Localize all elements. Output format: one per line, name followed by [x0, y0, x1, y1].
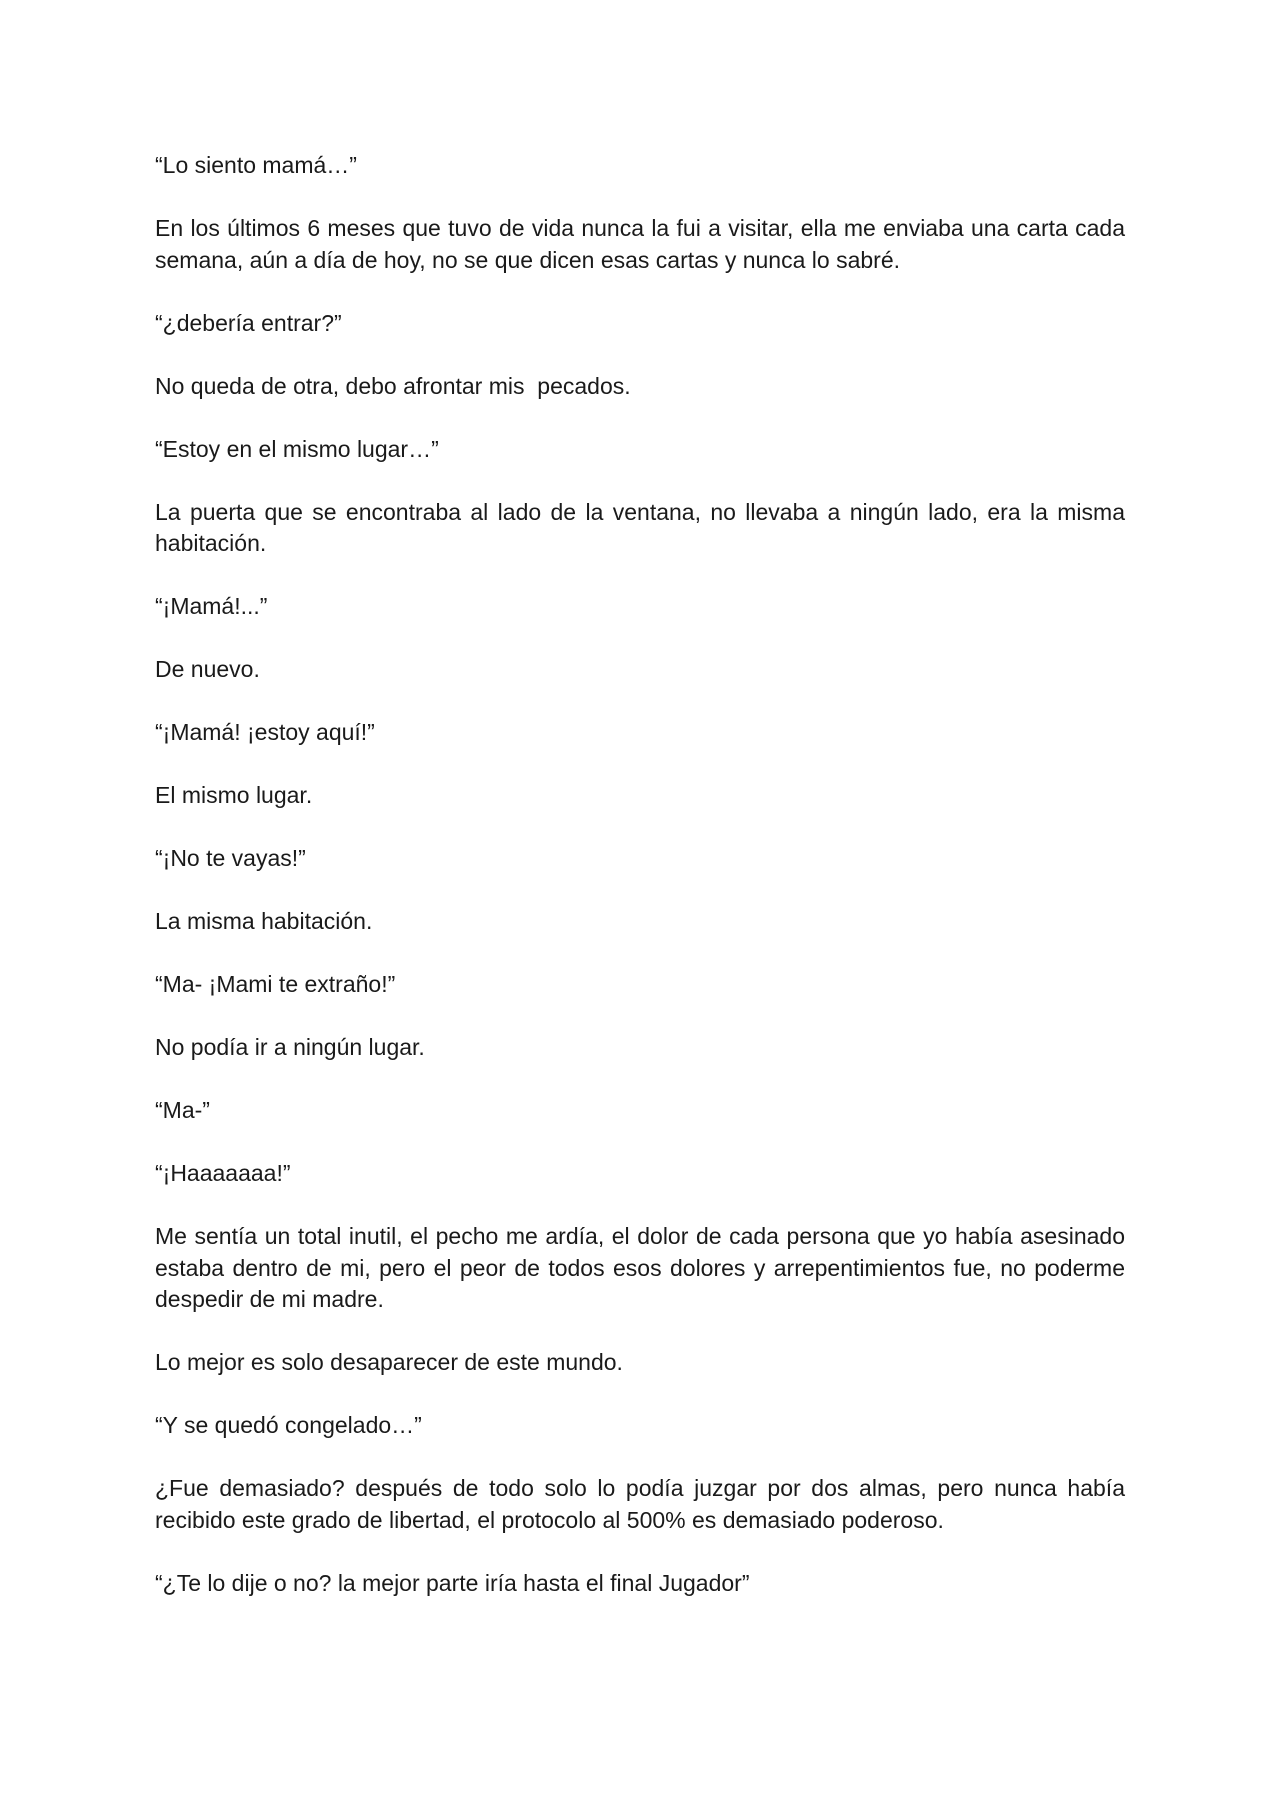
paragraph: “¡Haaaaaaa!” — [155, 1160, 291, 1186]
paragraph: “¡Mamá!...” — [155, 593, 268, 619]
paragraph: No queda de otra, debo afrontar mis pecados. — [155, 372, 631, 399]
document-body — [155, 150, 1132, 1631]
paragraph: “Estoy en el mismo lugar…” — [155, 435, 439, 462]
paragraph: El mismo lugar. — [155, 782, 313, 808]
paragraph: De nuevo. — [155, 656, 260, 682]
paragraph: ¿Fue demasiado? después de todo solo lo podía juzgar por dos almas, pero nunca había recibido este grado de libertad, el protocolo al 500% es demasiado poderoso. — [155, 1475, 1132, 1533]
paragraph: “Y se quedó congelado…” — [155, 1412, 422, 1438]
paragraph: “¡No te vayas!” — [155, 845, 306, 871]
paragraph: La misma habitación. — [155, 908, 373, 934]
paragraph: “Ma-” — [155, 1097, 210, 1123]
paragraph: “¿debería entrar?” — [155, 309, 342, 336]
paragraph: “Ma- ¡Mami te extraño!” — [155, 971, 396, 997]
paragraph: En los últimos 6 meses que tuvo de vida nunca la fui a visitar, ella me enviaba una carta cada semana, aún a día de hoy, no se que dicen esas cartas y nunca lo sabré. — [155, 215, 1132, 273]
paragraph: No podía ir a ningún lugar. — [155, 1034, 425, 1060]
paragraph: “Lo siento mamá…” — [155, 152, 357, 178]
paragraph: Me sentía un total inutil, el pecho me ardía, el dolor de cada persona que yo había asesinado estaba dentro de mi, pero el peor de todos esos dolores y arrepentimientos fue, no poderme despedir de mi madre. — [155, 1223, 1132, 1312]
paragraph: La puerta que se encontraba al lado de la ventana, no llevaba a ningún lado, era la misma habitación. — [155, 498, 1132, 556]
paragraph: “¿Te lo dije o no? la mejor parte iría hasta el final Jugador” — [155, 1569, 750, 1596]
paragraph: Lo mejor es solo desaparecer de este mundo. — [155, 1349, 623, 1375]
paragraph: “¡Mamá! ¡estoy aquí!” — [155, 719, 375, 745]
